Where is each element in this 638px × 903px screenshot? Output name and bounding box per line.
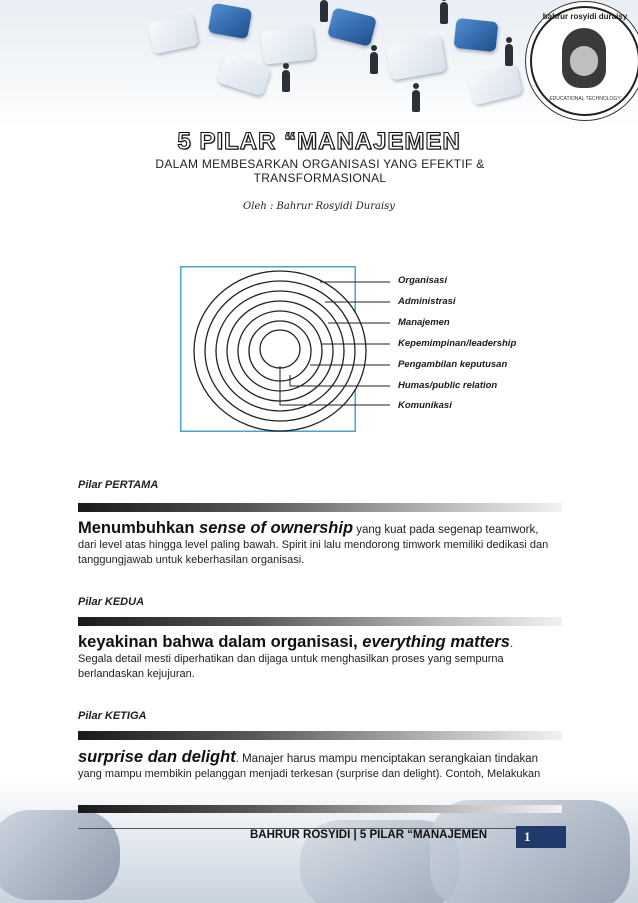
page-number: 1 — [516, 826, 566, 848]
diagram-label: Organisasi — [398, 275, 448, 286]
pillar-label: Pilar PERTAMA — [78, 479, 159, 491]
puzzle-piece — [454, 18, 499, 52]
footer-text: BAHRUR ROSYIDI | 5 PILAR “MANAJEMEN — [250, 829, 488, 841]
document-title: 5 PILAR “MANAJEMEN — [177, 128, 461, 155]
pillar-heading — [78, 519, 568, 538]
businessman-figure — [505, 44, 513, 66]
concentric-diagram — [180, 266, 540, 434]
pillar-heading — [78, 633, 568, 652]
author-logo-badge — [530, 6, 638, 116]
pillar-heading-part: . Manajer harus mampu menciptakan serangkaian tindakan — [235, 753, 539, 765]
document-subtitle: DALAM MEMBESARKAN ORGANISASI YANG EFEKTIF & TRANSFORMASIONAL — [155, 157, 485, 185]
pillar-label: Pilar KEDUA — [78, 596, 145, 608]
pillar-heading-part: yang kuat pada segenap teamwork, — [353, 524, 539, 536]
pillar-body: dari level atas hingga level paling bawah. Spirit ini lalu mendorong timwork memiliki dedikasi dan tanggungjawab untuk keberhasilan organisasi. — [78, 539, 549, 566]
pillar-heading-emphasis: sense of ownership — [199, 519, 354, 537]
pillar-heading-emphasis: everything matters — [362, 633, 510, 651]
diagram-label: Pengambilan keputusan — [398, 359, 508, 370]
puzzle-piece — [208, 3, 253, 39]
author-line: Oleh : Bahrur Rosyidi Duraisy — [243, 201, 395, 212]
pillar-heading-emphasis: surprise dan delight — [78, 748, 236, 766]
ring-komunikasi — [260, 330, 300, 368]
businessman-figure — [440, 2, 448, 24]
pillar-label: Pilar KETIGA — [78, 710, 147, 722]
author-portrait — [562, 28, 606, 88]
puzzle-piece — [467, 64, 523, 105]
businessman-figure — [282, 70, 290, 92]
section-divider-bar — [78, 731, 562, 740]
pillar-body: yang mampu membikin pelanggan menjadi terkesan (surprise dan delight). Contoh, Melakukan — [78, 768, 541, 780]
businessman-figure — [370, 52, 378, 74]
pillar-body: Segala detail mesti diperhatikan dan dijaga untuk menghasilkan proses yang sempurna berlandaskan kejujuran. — [78, 653, 504, 680]
pillar-heading-part: . — [509, 638, 514, 650]
section-divider-bar — [78, 805, 562, 813]
businessman-figure — [412, 90, 420, 112]
diagram-graphic — [180, 266, 540, 434]
puzzle-piece — [385, 35, 446, 80]
pillar-heading-part: Menumbuhkan — [78, 519, 200, 537]
diagram-label: Manajemen — [398, 317, 450, 328]
diagram-label: Komunikasi — [398, 400, 452, 411]
section-divider-bar — [78, 617, 562, 626]
handshake-graphic — [430, 800, 630, 903]
puzzle-piece — [147, 14, 199, 55]
puzzle-piece — [260, 25, 315, 64]
puzzle-piece — [327, 7, 377, 47]
handshake-graphic — [0, 810, 120, 900]
pillar-heading — [78, 748, 568, 767]
diagram-label: Administrasi — [398, 296, 456, 307]
section-divider-bar — [78, 503, 562, 512]
diagram-label: Humas/public relation — [398, 380, 498, 391]
badge-subtext: EDUCATIONAL TECHNOLOGY — [549, 96, 621, 102]
diagram-label: Kepemimpinan/leadership — [398, 338, 517, 349]
badge-text: bahrur rosyidi duraisy — [542, 12, 628, 21]
businessman-figure — [320, 0, 328, 22]
pillar-heading-part: keyakinan bahwa dalam organisasi, — [78, 633, 363, 651]
